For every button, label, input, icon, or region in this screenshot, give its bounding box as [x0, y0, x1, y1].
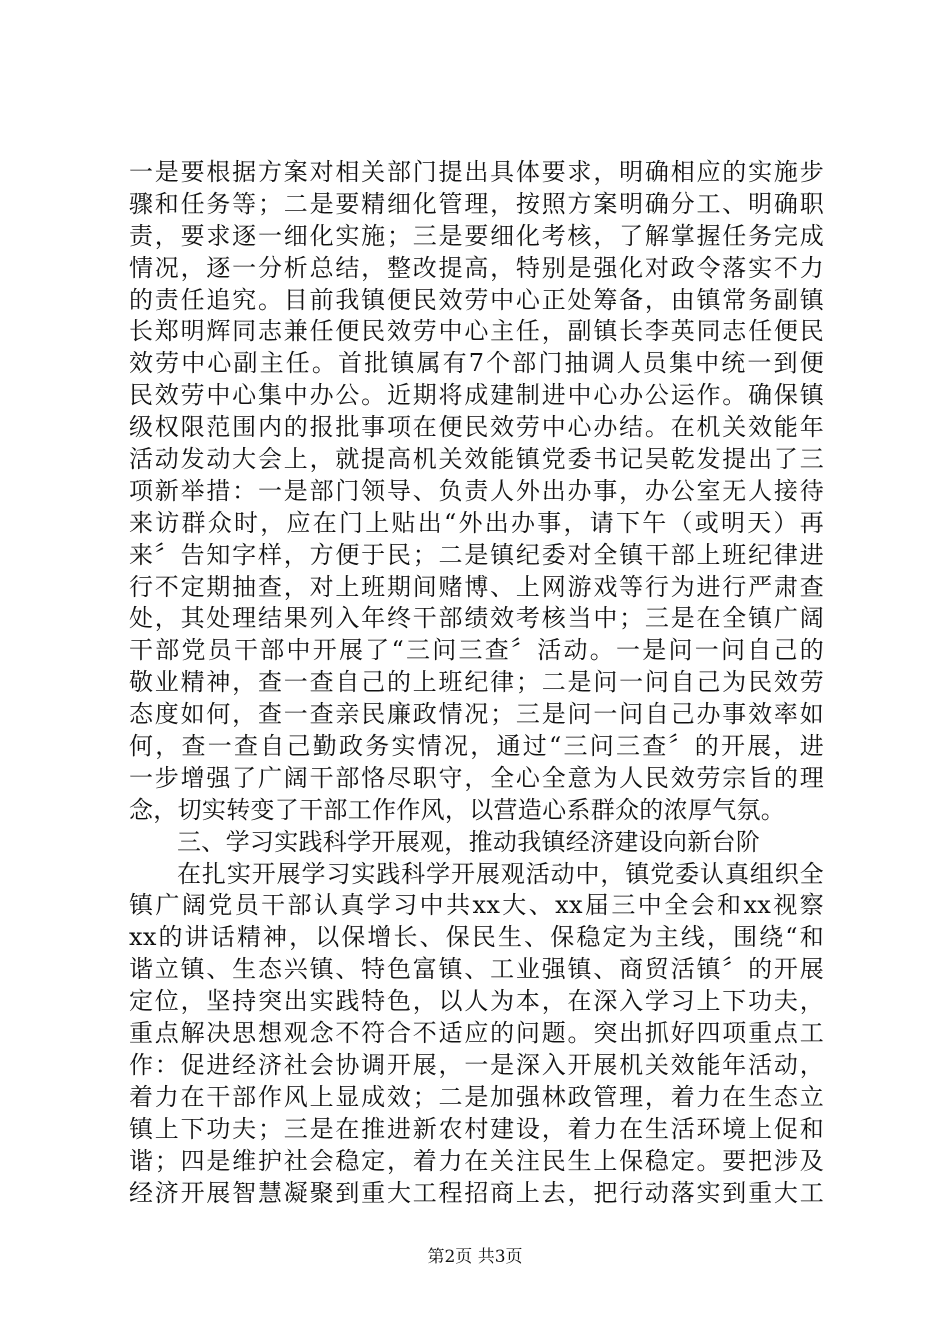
text-line: 长郑明辉同志兼任便民效劳中心主任，副镇长李英同志任便民: [129, 317, 824, 346]
section-heading: 三、学习实践科学开展观，推动我镇经济建设向新台阶: [177, 827, 761, 856]
text-line: 处，其处理结果列入年终干部绩效考核当中；三是在全镇广阔: [129, 604, 824, 633]
text-line: 活动发动大会上，就提高机关效能镇党委书记吴乾发提出了三: [129, 445, 824, 474]
text-line: 着力在干部作风上显成效；二是加强林政管理，着力在生态立: [129, 1082, 824, 1111]
text-line: 的责任追究。目前我镇便民效劳中心正处筹备，由镇常务副镇: [129, 285, 824, 314]
text-line: 一是要根据方案对相关部门提出具体要求，明确相应的实施步: [129, 158, 824, 186]
text-line: 重点解决思想观念不符合不适应的问题。突出抓好四项重点工: [129, 1019, 824, 1048]
text-line: 来访群众时，应在门上贴出“外出办事，请下午（或明天）再: [129, 508, 824, 537]
page-footer: 第2页 共3页: [427, 1247, 523, 1267]
text-line: 情况，逐一分析总结，整改提高，特别是强化对政令落实不力: [129, 253, 824, 282]
text-line: 民效劳中心集中办公。近期将成建制进中心办公运作。确保镇: [129, 381, 824, 410]
text-line: 镇广阔党员干部认真学习中共xx大、xx届三中全会和xx视察: [129, 891, 824, 920]
text-line: 干部党员干部中开展了“三问三查〞活动。一是问一问自己的: [129, 636, 824, 665]
text-line: 谐立镇、生态兴镇、特色富镇、工业强镇、商贸活镇〞的开展: [129, 955, 824, 984]
text-line: 念，切实转变了干部工作作风，以营造心系群众的浓厚气氛。: [129, 795, 786, 824]
text-line: xx的讲话精神，以保增长、保民生、保稳定为主线，围绕“和: [129, 923, 824, 952]
text-line: 敬业精神，查一查自己的上班纪律；二是问一问自己为民效劳: [129, 668, 824, 697]
text-line: 谐；四是维护社会稳定，着力在关注民生上保稳定。要把涉及: [129, 1146, 824, 1175]
text-line: 责，要求逐一细化实施；三是要细化考核，了解掌握任务完成: [129, 221, 824, 250]
body-text: [129, 157, 824, 1209]
text-line: 在扎实开展学习实践科学开展观活动中，镇党委认真组织全: [177, 859, 824, 888]
text-line: 骤和任务等；二是要精细化管理，按照方案明确分工、明确职: [129, 189, 824, 218]
text-line: 级权限范围内的报批事项在便民效劳中心办结。在机关效能年: [129, 413, 824, 442]
text-line: 效劳中心副主任。首批镇属有7个部门抽调人员集中统一到便: [129, 349, 824, 378]
text-line: 一步增强了广阔干部恪尽职守，全心全意为人民效劳宗旨的理: [129, 763, 824, 792]
text-line: 经济开展智慧凝聚到重大工程招商上去，把行动落实到重大工: [129, 1178, 824, 1207]
text-line: 定位，坚持突出实践特色，以人为本，在深入学习上下功夫，: [129, 987, 824, 1016]
text-line: 何，查一查自己勤政务实情况，通过“三问三查〞的开展，进: [129, 732, 824, 761]
text-line: 镇上下功夫；三是在推进新农村建设，着力在生活环境上促和: [129, 1114, 824, 1143]
text-line: 项新举措：一是部门领导、负责人外出办事，办公室无人接待: [129, 476, 824, 505]
text-line: 来〞告知字样，方便于民；二是镇纪委对全镇干部上班纪律进: [129, 540, 824, 569]
text-line: 态度如何，查一查亲民廉政情况；三是问一问自己办事效率如: [129, 700, 824, 729]
text-line: 行不定期抽查，对上班期间赌博、上网游戏等行为进行严肃查: [129, 572, 824, 601]
text-line: 作：促进经济社会协调开展，一是深入开展机关效能年活动，: [129, 1050, 824, 1079]
